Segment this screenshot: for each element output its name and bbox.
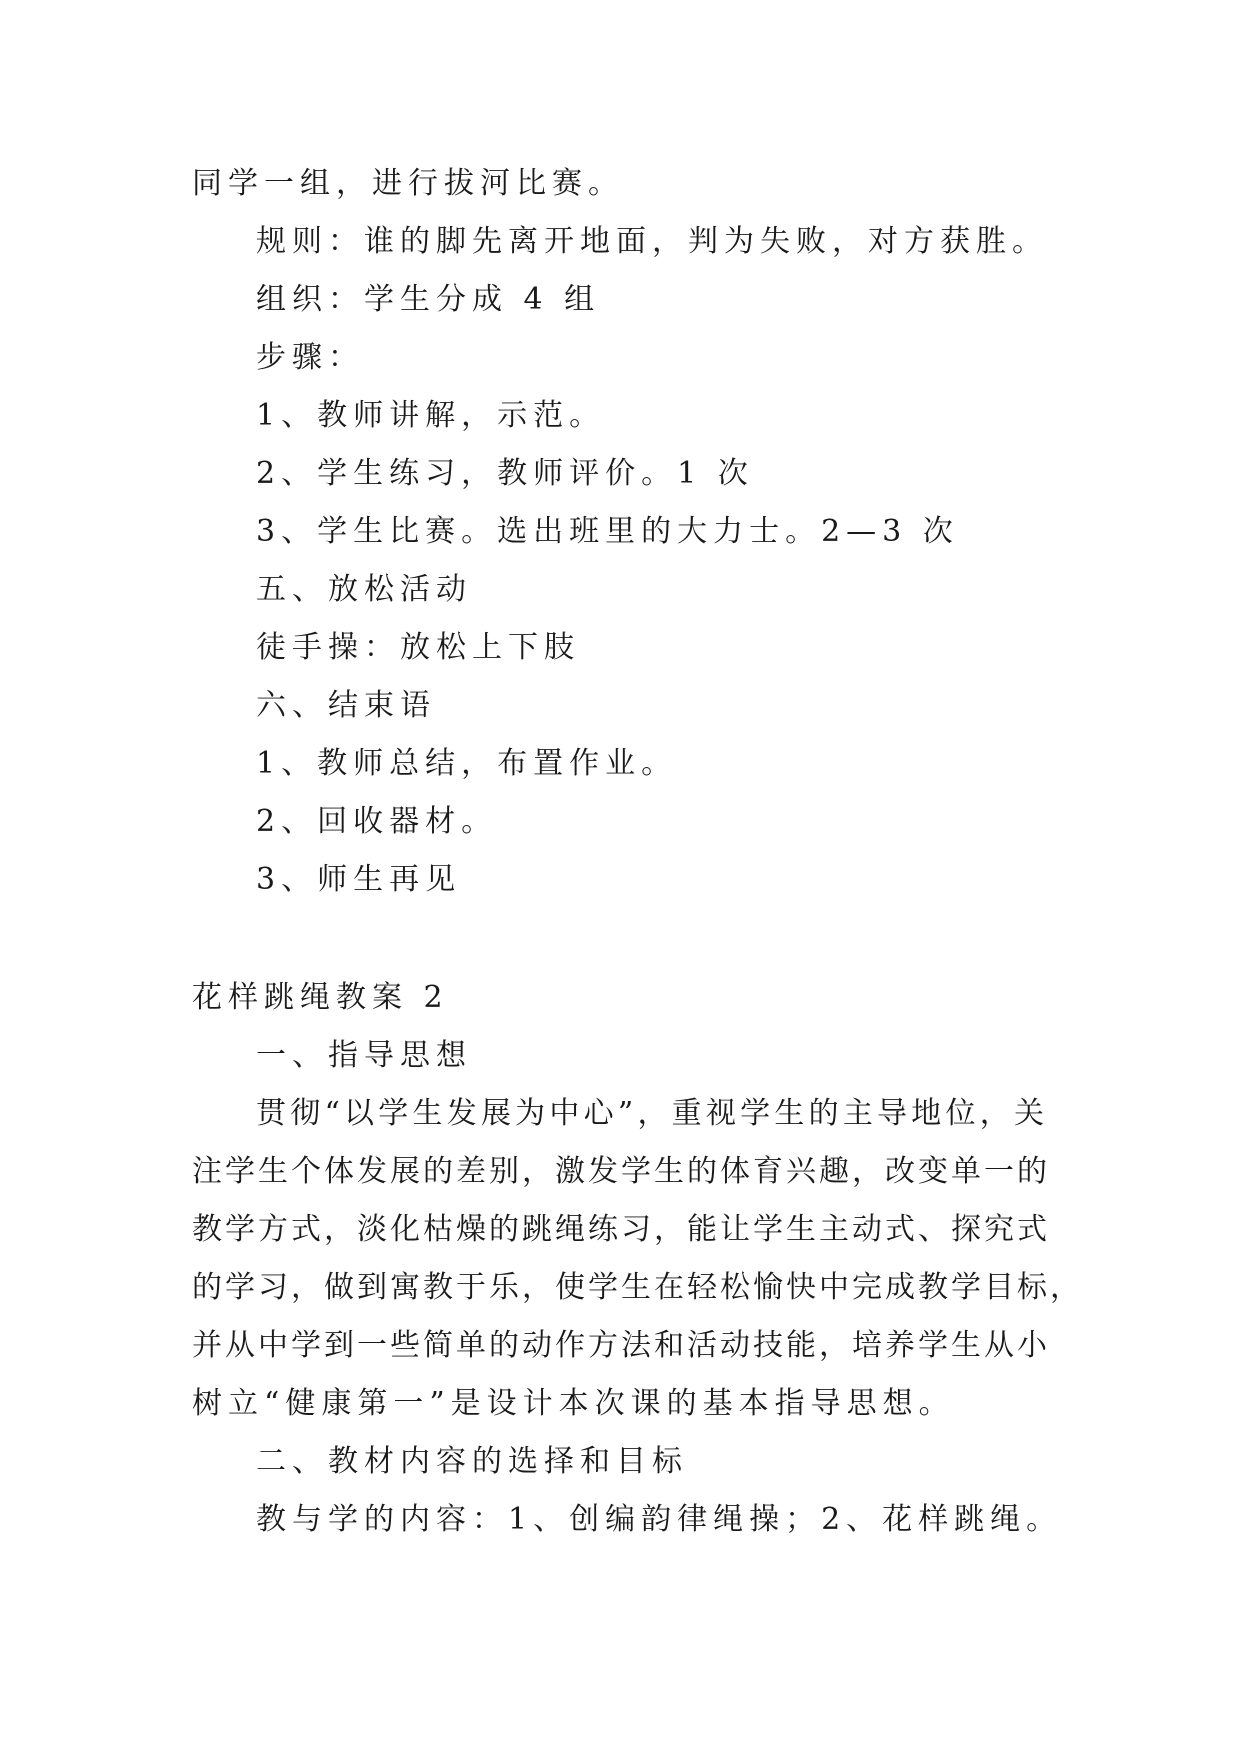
section-heading: 二、教材内容的选择和目标: [256, 1444, 688, 1479]
section-heading: 一、指导思想: [256, 1038, 472, 1073]
paragraph-line: 的学习，做到寓教于乐，使学生在轻松愉快中完成教学目标，: [192, 1270, 1083, 1305]
text-line: 2、学生练习，教师评价。1 次: [256, 456, 754, 491]
text-line: 教与学的内容：1、创编韵律绳操；2、花样跳绳。: [256, 1502, 1063, 1537]
paragraph-line: 贯彻“以学生发展为中心”，重视学生的主导地位，关: [256, 1096, 1047, 1131]
document-title: 花样跳绳教案 2: [192, 980, 449, 1015]
text-line: 2、回收器材。: [256, 804, 498, 839]
text-line: 组织：学生分成 4 组: [256, 282, 601, 317]
text-line: 同学一组，进行拔河比赛。: [192, 166, 624, 201]
text-line: 步骤：: [256, 340, 364, 375]
text-line: 规则：谁的脚先离开地面，判为失败，对方获胜。: [256, 224, 1048, 259]
text-line: 徒手操：放松上下肢: [256, 630, 580, 665]
text-line: 3、学生比赛。选出班里的大力士。2—3 次: [256, 514, 959, 549]
paragraph-line: 树立“健康第一”是设计本次课的基本指导思想。: [192, 1386, 955, 1421]
text-line: 3、师生再见: [256, 862, 462, 897]
text-line: 1、教师讲解，示范。: [256, 398, 606, 433]
paragraph-line: 教学方式，淡化枯燥的跳绳练习，能让学生主动式、探究式: [192, 1212, 1050, 1247]
paragraph-line: 注学生个体发展的差别，激发学生的体育兴趣，改变单一的: [192, 1154, 1050, 1189]
section-heading: 五、放松活动: [256, 572, 472, 607]
text-line: 1、教师总结，布置作业。: [256, 746, 678, 781]
section-heading: 六、结束语: [256, 688, 436, 723]
paragraph-line: 并从中学到一些简单的动作方法和活动技能，培养学生从小: [192, 1328, 1050, 1363]
